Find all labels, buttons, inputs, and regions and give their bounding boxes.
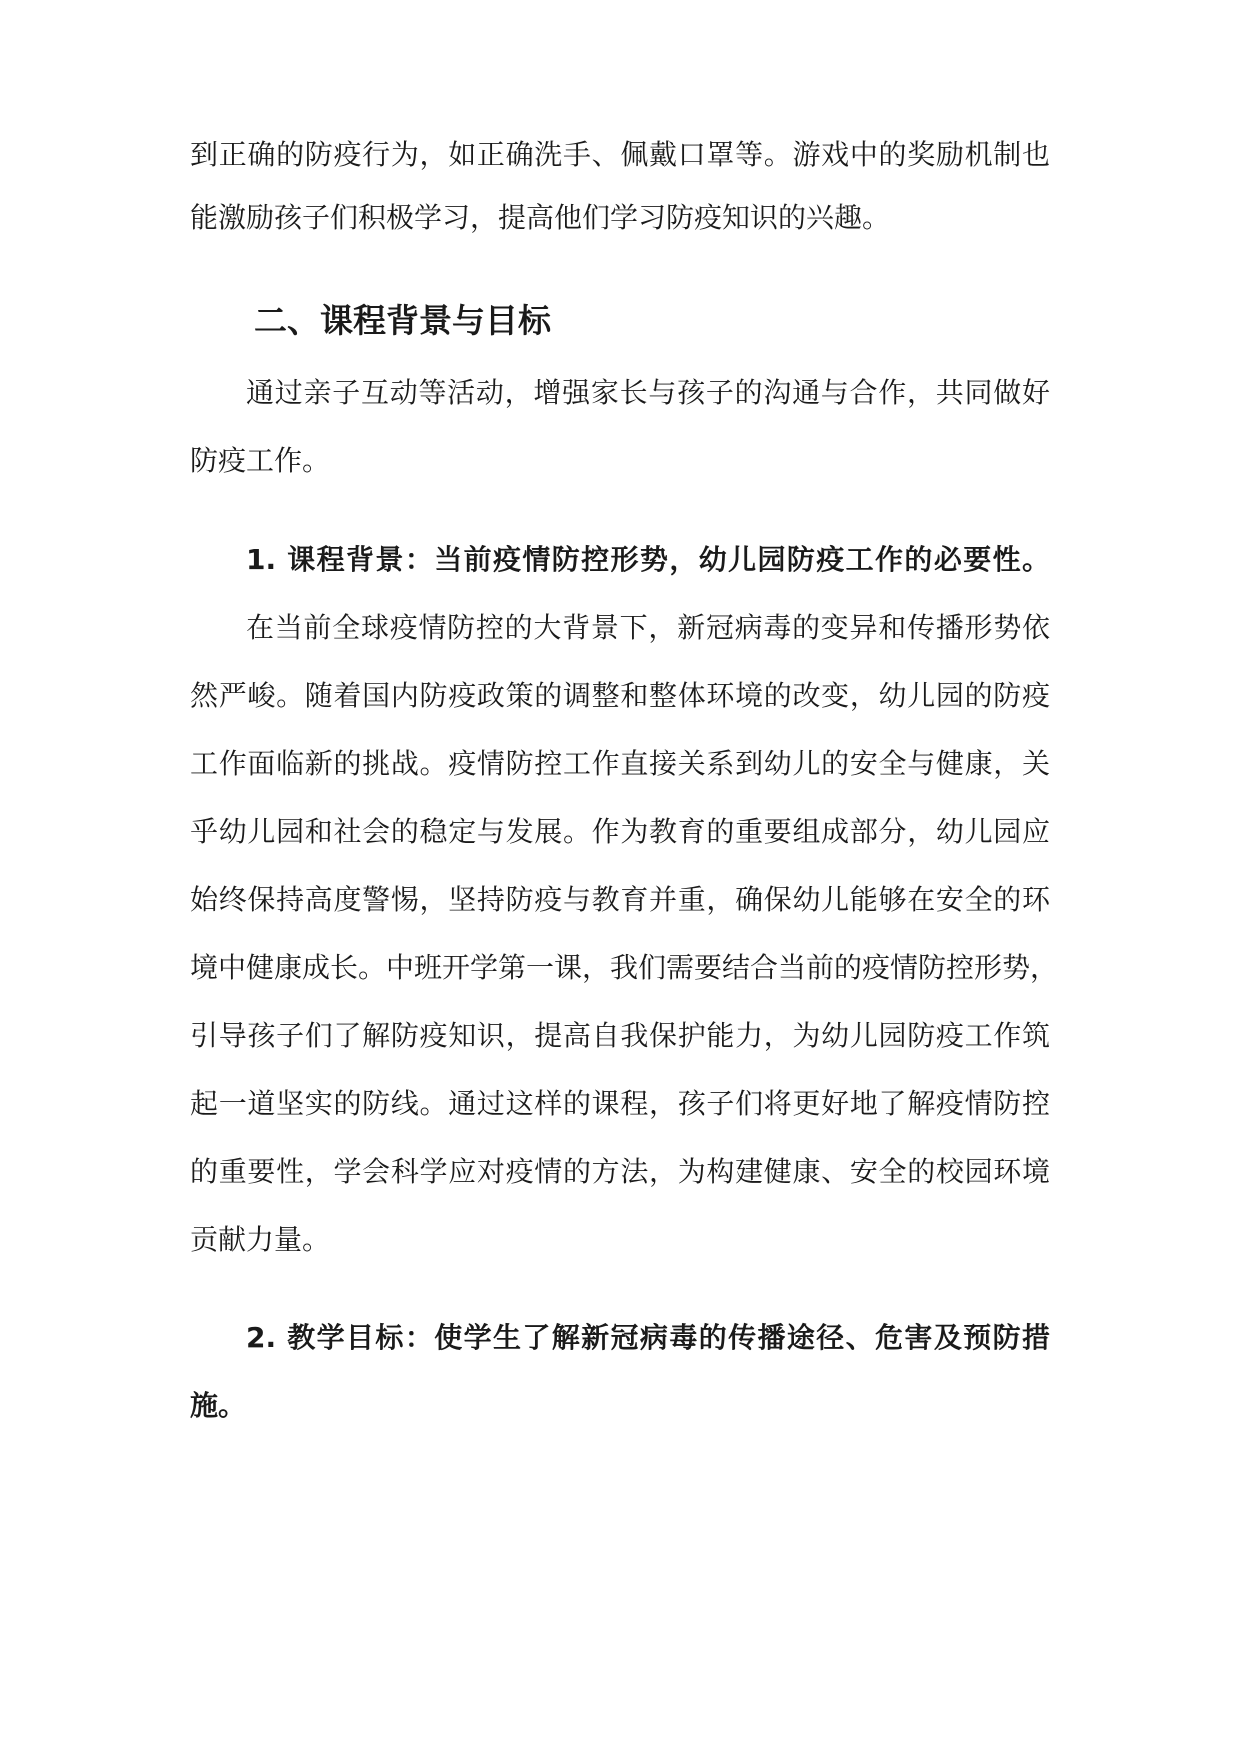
section-heading: 二、课程背景与目标 [254,301,551,340]
background-line-9: 的重要性，学会科学应对疫情的方法，为构建健康、安全的校园环境 [190,1155,1050,1188]
background-line-1: 在当前全球疫情防控的大背景下，新冠病毒的变异和传播形势依 [246,611,1050,644]
subheading-goals: 2. 教学目标：使学生了解新冠病毒的传播途径、危害及预防措 [246,1321,1050,1354]
background-line-3: 工作面临新的挑战。疫情防控工作直接关系到幼儿的安全与健康，关 [190,747,1050,780]
subheading-goals-cont: 施。 [190,1389,247,1422]
background-line-2: 然严峻。随着国内防疫政策的调整和整体环境的改变，幼儿园的防疫 [190,679,1050,712]
intro-line-2: 能激励孩子们积极学习，提高他们学习防疫知识的兴趣。 [190,201,891,234]
background-line-4: 乎幼儿园和社会的稳定与发展。作为教育的重要组成部分，幼儿园应 [190,815,1050,848]
subheading-background: 1. 课程背景：当前疫情防控形势，幼儿园防疫工作的必要性。 [246,543,1050,576]
background-line-8: 起一道坚实的防线。通过这样的课程，孩子们将更好地了解疫情防控 [190,1087,1050,1120]
background-line-7: 引导孩子们了解防疫知识，提高自我保护能力，为幼儿园防疫工作筑 [190,1019,1050,1052]
section-intro-line-2: 防疫工作。 [190,444,331,477]
background-line-5: 始终保持高度警惕，坚持防疫与教育并重，确保幼儿能够在安全的环 [190,883,1050,916]
background-line-10: 贡献力量。 [190,1223,331,1256]
section-intro-line-1: 通过亲子互动等活动，增强家长与孩子的沟通与合作，共同做好 [246,376,1050,409]
intro-line-1: 到正确的防疫行为，如正确洗手、佩戴口罩等。游戏中的奖励机制也 [190,138,1050,171]
background-line-6: 境中健康成长。中班开学第一课，我们需要结合当前的疫情防控形势， [190,951,1059,984]
